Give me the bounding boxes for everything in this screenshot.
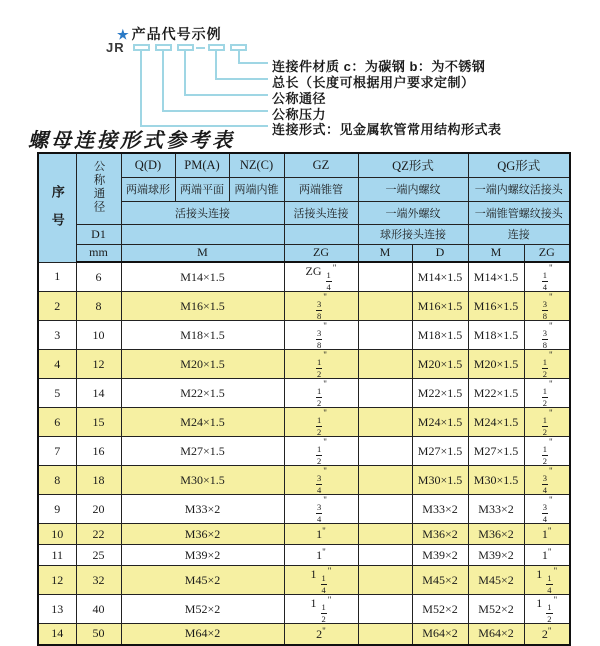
table-row bbox=[38, 545, 570, 566]
header-q-desc: 两端球形 bbox=[121, 177, 175, 201]
header-qg-taper-joint: 一端锥管螺纹接头 bbox=[468, 201, 570, 224]
cell-dn: 6 bbox=[76, 262, 121, 292]
table-header bbox=[38, 153, 570, 262]
cell-m: M16×1.5 bbox=[121, 292, 284, 321]
header-blank-gz bbox=[284, 224, 358, 244]
header-qg-desc: 一端内螺纹活接头 bbox=[468, 177, 570, 201]
cell-qz-d: M20×1.5 bbox=[412, 350, 468, 379]
code-label-material: 连接件材质 c：为碳钢 b：为不锈钢 bbox=[272, 59, 486, 74]
cell-qg-zg: 1" bbox=[524, 524, 570, 545]
cell-dn: 18 bbox=[76, 466, 121, 495]
cell-qz-m bbox=[358, 262, 412, 292]
table-row bbox=[38, 466, 570, 495]
header-qz-external-thread: 一端外螺纹 bbox=[358, 201, 468, 224]
cell-qz-d: M14×1.5 bbox=[412, 262, 468, 292]
cell-zg: $\frac{3}{8}$ " bbox=[284, 321, 358, 350]
nut-connection-table bbox=[37, 152, 571, 646]
code-label-length: 总长（长度可根据用户要求定制） bbox=[272, 75, 475, 90]
cell-qg-zg: $\frac{3}{4}$ " bbox=[524, 495, 570, 524]
cell-dn: 14 bbox=[76, 379, 121, 408]
cell-qg-zg: $\frac{1}{2}$ " bbox=[524, 408, 570, 437]
cell-m: M18×1.5 bbox=[121, 321, 284, 350]
cell-qg-zg: 1 $\frac{1}{4}$ " bbox=[524, 566, 570, 595]
cell-m: M30×1.5 bbox=[121, 466, 284, 495]
cell-qg-zg: $\frac{3}{8}$ " bbox=[524, 321, 570, 350]
cell-dn: 16 bbox=[76, 437, 121, 466]
cell-m: M22×1.5 bbox=[121, 379, 284, 408]
header-qg-m: M bbox=[468, 244, 524, 262]
cell-zg: $\frac{3}{4}$ " bbox=[284, 466, 358, 495]
cell-no: 5 bbox=[38, 379, 76, 408]
cell-qg-m: M16×1.5 bbox=[468, 292, 524, 321]
cell-no: 6 bbox=[38, 408, 76, 437]
code-box-5 bbox=[230, 44, 247, 51]
header-blank-m bbox=[121, 224, 284, 244]
table-row bbox=[38, 350, 570, 379]
header-seq-no: 序号 bbox=[38, 153, 76, 262]
cell-qg-zg: $\frac{1}{2}$ " bbox=[524, 437, 570, 466]
section-title: 螺母连接形式参考表 bbox=[28, 128, 235, 152]
cell-qg-m: M39×2 bbox=[468, 545, 524, 566]
code-label-diameter: 公称通径 bbox=[272, 91, 327, 106]
header-qz-ball-joint: 球形接头连接 bbox=[358, 224, 468, 244]
cell-zg: 2" bbox=[284, 624, 358, 645]
cell-no: 10 bbox=[38, 524, 76, 545]
cell-qz-d: M39×2 bbox=[412, 545, 468, 566]
connector-line bbox=[184, 51, 186, 96]
header-qz-desc: 一端内螺纹 bbox=[358, 177, 468, 201]
cell-qz-m bbox=[358, 379, 412, 408]
cell-zg: $\frac{1}{2}$ " bbox=[284, 379, 358, 408]
code-label-connection: 连接形式：见金属软管常用结构形式表 bbox=[272, 122, 502, 137]
cell-zg: ZG $\frac{1}{4}$ " bbox=[284, 262, 358, 292]
cell-dn: 40 bbox=[76, 595, 121, 624]
cell-no: 14 bbox=[38, 624, 76, 645]
cell-qz-d: M24×1.5 bbox=[412, 408, 468, 437]
product-code-diagram bbox=[0, 0, 600, 140]
cell-no: 8 bbox=[38, 466, 76, 495]
connector-line bbox=[215, 78, 268, 80]
header-type-gz: GZ bbox=[284, 153, 358, 177]
cell-m: M52×2 bbox=[121, 595, 284, 624]
cell-qg-m: M14×1.5 bbox=[468, 262, 524, 292]
table-row bbox=[38, 495, 570, 524]
cell-dn: 10 bbox=[76, 321, 121, 350]
connector-line bbox=[162, 51, 164, 112]
cell-qz-d: M52×2 bbox=[412, 595, 468, 624]
cell-qz-m bbox=[358, 624, 412, 645]
cell-m: M36×2 bbox=[121, 524, 284, 545]
cell-no: 2 bbox=[38, 292, 76, 321]
header-mm: mm bbox=[76, 244, 121, 262]
cell-qz-m bbox=[358, 566, 412, 595]
cell-zg: $\frac{1}{2}$ " bbox=[284, 437, 358, 466]
header-type-q: Q(D) bbox=[121, 153, 175, 177]
header-qg-zg: ZG bbox=[524, 244, 570, 262]
diagram-title-text: 产品代号示例 bbox=[131, 26, 222, 42]
cell-no: 1 bbox=[38, 262, 76, 292]
cell-qz-m bbox=[358, 321, 412, 350]
cell-qz-d: M27×1.5 bbox=[412, 437, 468, 466]
header-qz-m: M bbox=[358, 244, 412, 262]
cell-qz-d: M45×2 bbox=[412, 566, 468, 595]
cell-zg: $\frac{1}{2}$ " bbox=[284, 408, 358, 437]
cell-no: 4 bbox=[38, 350, 76, 379]
cell-no: 12 bbox=[38, 566, 76, 595]
cell-qg-m: M45×2 bbox=[468, 566, 524, 595]
table-row bbox=[38, 408, 570, 437]
cell-qz-d: M30×1.5 bbox=[412, 466, 468, 495]
code-box-2 bbox=[155, 44, 172, 51]
cell-m: M45×2 bbox=[121, 566, 284, 595]
connector-line bbox=[140, 51, 142, 127]
cell-qz-m bbox=[358, 595, 412, 624]
cell-qg-m: M20×1.5 bbox=[468, 350, 524, 379]
table-row bbox=[38, 566, 570, 595]
header-type-qg: QG形式 bbox=[468, 153, 570, 177]
cell-zg: 1 $\frac{1}{4}$ " bbox=[284, 566, 358, 595]
cell-qz-m bbox=[358, 437, 412, 466]
cell-qg-m: M36×2 bbox=[468, 524, 524, 545]
cell-m: M64×2 bbox=[121, 624, 284, 645]
connector-line bbox=[184, 94, 268, 96]
cell-qz-m bbox=[358, 524, 412, 545]
header-pm-desc: 两端平面 bbox=[175, 177, 229, 201]
cell-no: 13 bbox=[38, 595, 76, 624]
code-box-1 bbox=[133, 44, 150, 51]
cell-dn: 25 bbox=[76, 545, 121, 566]
cell-qg-m: M64×2 bbox=[468, 624, 524, 645]
cell-qg-m: M22×1.5 bbox=[468, 379, 524, 408]
header-type-qz: QZ形式 bbox=[358, 153, 468, 177]
cell-qz-d: M18×1.5 bbox=[412, 321, 468, 350]
cell-qg-m: M27×1.5 bbox=[468, 437, 524, 466]
cell-m: M24×1.5 bbox=[121, 408, 284, 437]
code-dash bbox=[196, 47, 205, 49]
cell-qz-d: M22×1.5 bbox=[412, 379, 468, 408]
cell-zg: 1 $\frac{1}{2}$ " bbox=[284, 595, 358, 624]
connector-line bbox=[162, 110, 268, 112]
cell-no: 11 bbox=[38, 545, 76, 566]
header-gz-desc: 两端锥管 bbox=[284, 177, 358, 201]
table-row bbox=[38, 437, 570, 466]
cell-qg-m: M18×1.5 bbox=[468, 321, 524, 350]
cell-zg: 1" bbox=[284, 545, 358, 566]
cell-qz-m bbox=[358, 466, 412, 495]
cell-qg-zg: $\frac{1}{4}$ " bbox=[524, 262, 570, 292]
connector-line bbox=[215, 51, 217, 80]
cell-m: M20×1.5 bbox=[121, 350, 284, 379]
header-nz-desc: 两端内锥 bbox=[229, 177, 284, 201]
header-nominal-diameter: 公称通径 bbox=[76, 153, 121, 224]
header-d1: D1 bbox=[76, 224, 121, 244]
cell-qg-m: M33×2 bbox=[468, 495, 524, 524]
table-row bbox=[38, 292, 570, 321]
cell-qg-zg: 2" bbox=[524, 624, 570, 645]
cell-qg-zg: 1" bbox=[524, 545, 570, 566]
cell-zg: $\frac{1}{2}$ " bbox=[284, 350, 358, 379]
header-gz-union-connection: 活接头连接 bbox=[284, 201, 358, 224]
code-box-4 bbox=[208, 44, 225, 51]
star-icon: ★ bbox=[117, 27, 130, 42]
cell-m: M14×1.5 bbox=[121, 262, 284, 292]
header-qz-d: D bbox=[412, 244, 468, 262]
cell-qg-zg: $\frac{3}{4}$ " bbox=[524, 466, 570, 495]
cell-qz-m bbox=[358, 350, 412, 379]
cell-no: 7 bbox=[38, 437, 76, 466]
cell-qz-d: M36×2 bbox=[412, 524, 468, 545]
header-zg: ZG bbox=[284, 244, 358, 262]
connector-line bbox=[238, 62, 268, 64]
code-prefix: JR bbox=[106, 40, 125, 55]
cell-qz-m bbox=[358, 292, 412, 321]
cell-qg-zg: 1 $\frac{1}{2}$ " bbox=[524, 595, 570, 624]
cell-no: 9 bbox=[38, 495, 76, 524]
cell-dn: 12 bbox=[76, 350, 121, 379]
table-body bbox=[38, 262, 570, 645]
table-row bbox=[38, 321, 570, 350]
code-label-pressure: 公称压力 bbox=[272, 107, 327, 122]
cell-qz-d: M16×1.5 bbox=[412, 292, 468, 321]
cell-qg-m: M30×1.5 bbox=[468, 466, 524, 495]
cell-dn: 15 bbox=[76, 408, 121, 437]
cell-dn: 8 bbox=[76, 292, 121, 321]
cell-zg: 1" bbox=[284, 524, 358, 545]
cell-no: 3 bbox=[38, 321, 76, 350]
table-row bbox=[38, 524, 570, 545]
cell-qz-m bbox=[358, 545, 412, 566]
cell-qg-m: M52×2 bbox=[468, 595, 524, 624]
table-row bbox=[38, 595, 570, 624]
table-row bbox=[38, 624, 570, 645]
cell-qz-m bbox=[358, 495, 412, 524]
diagram-title bbox=[117, 24, 222, 44]
header-qg-connection: 连接 bbox=[468, 224, 570, 244]
cell-dn: 22 bbox=[76, 524, 121, 545]
cell-dn: 32 bbox=[76, 566, 121, 595]
cell-zg: $\frac{3}{8}$ " bbox=[284, 292, 358, 321]
cell-qg-zg: $\frac{3}{8}$ " bbox=[524, 292, 570, 321]
header-type-pm: PM(A) bbox=[175, 153, 229, 177]
cell-m: M33×2 bbox=[121, 495, 284, 524]
cell-qg-m: M24×1.5 bbox=[468, 408, 524, 437]
cell-dn: 20 bbox=[76, 495, 121, 524]
cell-dn: 50 bbox=[76, 624, 121, 645]
table-row bbox=[38, 262, 570, 292]
header-m: M bbox=[121, 244, 284, 262]
cell-qg-zg: $\frac{1}{2}$ " bbox=[524, 379, 570, 408]
cell-zg: $\frac{3}{4}$ " bbox=[284, 495, 358, 524]
cell-qz-d: M64×2 bbox=[412, 624, 468, 645]
cell-qg-zg: $\frac{1}{2}$ " bbox=[524, 350, 570, 379]
header-type-nz: NZ(C) bbox=[229, 153, 284, 177]
cell-m: M27×1.5 bbox=[121, 437, 284, 466]
header-union-connection: 活接头连接 bbox=[121, 201, 284, 224]
table-row bbox=[38, 379, 570, 408]
cell-m: M39×2 bbox=[121, 545, 284, 566]
cell-qz-d: M33×2 bbox=[412, 495, 468, 524]
cell-qz-m bbox=[358, 408, 412, 437]
code-box-3 bbox=[177, 44, 194, 51]
